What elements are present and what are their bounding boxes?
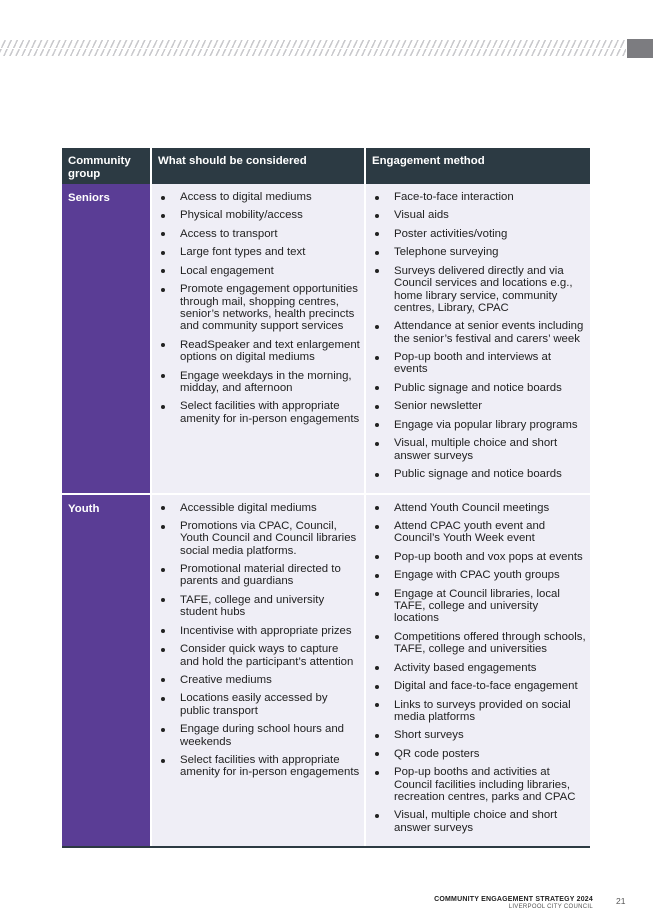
list-item: Access to digital mediums (152, 191, 364, 203)
list-item: Large font types and text (152, 246, 364, 258)
list-item: Telephone surveying (366, 246, 590, 258)
engagement-methods-cell (365, 494, 590, 848)
decorative-hatch-divider (0, 48, 626, 49)
list-item: Physical mobility/access (152, 209, 364, 221)
list-item: Engage at Council libraries, local TAFE, college and university locations (366, 588, 590, 625)
community-group-cell: Seniors (62, 184, 151, 494)
list-item: Engage during school hours and weekends (152, 723, 364, 748)
list-item: Locations easily accessed by public transport (152, 692, 364, 717)
table-row (62, 494, 590, 848)
list-item: Attend Youth Council meetings (366, 502, 590, 514)
list-item: Senior newsletter (366, 400, 590, 412)
list-item: Consider quick ways to capture and hold the participant’s attention (152, 643, 364, 668)
list-item: Promotions via CPAC, Council, Youth Council and Council libraries social media platforms. (152, 520, 364, 557)
engagement-methods-list (366, 191, 590, 480)
engagement-table (62, 148, 590, 848)
list-item: Incentivise with appropriate prizes (152, 625, 364, 637)
table-header-row (62, 148, 590, 184)
considerations-list (152, 191, 364, 425)
list-item: Local engagement (152, 265, 364, 277)
list-item: Engage weekdays in the morning, midday, and afternoon (152, 370, 364, 395)
list-item: Surveys delivered directly and via Council services and locations e.g., home library service, community centres, Library, CPAC (366, 265, 590, 314)
footer-document-title: COMMUNITY ENGAGEMENT STRATEGY 2024 (434, 896, 593, 903)
page-corner-tab (627, 39, 653, 58)
list-item: Select facilities with appropriate amenity for in-person engagements (152, 400, 364, 425)
considerations-list (152, 502, 364, 779)
list-item: Attendance at senior events including the senior’s festival and carers’ week (366, 320, 590, 345)
list-item: Digital and face-to-face engagement (366, 680, 590, 692)
list-item: Creative mediums (152, 674, 364, 686)
list-item: Engage via popular library programs (366, 419, 590, 431)
header-considerations: What should be considered (151, 148, 365, 184)
footer-organisation: LIVERPOOL CITY COUNCIL (508, 904, 593, 910)
list-item: Pop-up booths and activities at Council facilities including libraries, recreation centres, parks and CPAC (366, 766, 590, 803)
community-group-cell: Youth (62, 494, 151, 848)
list-item: Face-to-face interaction (366, 191, 590, 203)
list-item: Links to surveys provided on social media platforms (366, 699, 590, 724)
considerations-cell (151, 184, 365, 494)
list-item: Access to transport (152, 228, 364, 240)
list-item: Short surveys (366, 729, 590, 741)
list-item: Accessible digital mediums (152, 502, 364, 514)
page-footer (360, 896, 593, 911)
list-item: Public signage and notice boards (366, 382, 590, 394)
list-item: Engage with CPAC youth groups (366, 569, 590, 581)
list-item: Pop-up booth and vox pops at events (366, 551, 590, 563)
list-item: QR code posters (366, 748, 590, 760)
list-item: ReadSpeaker and text enlargement options on digital mediums (152, 339, 364, 364)
list-item: Visual, multiple choice and short answer surveys (366, 437, 590, 462)
header-engagement-method: Engagement method (365, 148, 590, 184)
list-item: Promotional material directed to parents and guardians (152, 563, 364, 588)
engagement-methods-cell (365, 184, 590, 494)
header-community-group: Community group (62, 148, 151, 184)
list-item: TAFE, college and university student hubs (152, 594, 364, 619)
list-item: Select facilities with appropriate amenity for in-person engagements (152, 754, 364, 779)
table-row (62, 184, 590, 494)
page-number: 21 (616, 896, 626, 906)
list-item: Public signage and notice boards (366, 468, 590, 480)
list-item: Pop-up booth and interviews at events (366, 351, 590, 376)
list-item: Visual, multiple choice and short answer surveys (366, 809, 590, 834)
list-item: Poster activities/voting (366, 228, 590, 240)
list-item: Promote engagement opportunities through mail, shopping centres, senior’s networks, health precincts and community support services (152, 283, 364, 332)
engagement-methods-list (366, 502, 590, 834)
list-item: Activity based engagements (366, 662, 590, 674)
list-item: Competitions offered through schools, TAFE, college and universities (366, 631, 590, 656)
list-item: Attend CPAC youth event and Council’s Youth Week event (366, 520, 590, 545)
list-item: Visual aids (366, 209, 590, 221)
considerations-cell (151, 494, 365, 848)
